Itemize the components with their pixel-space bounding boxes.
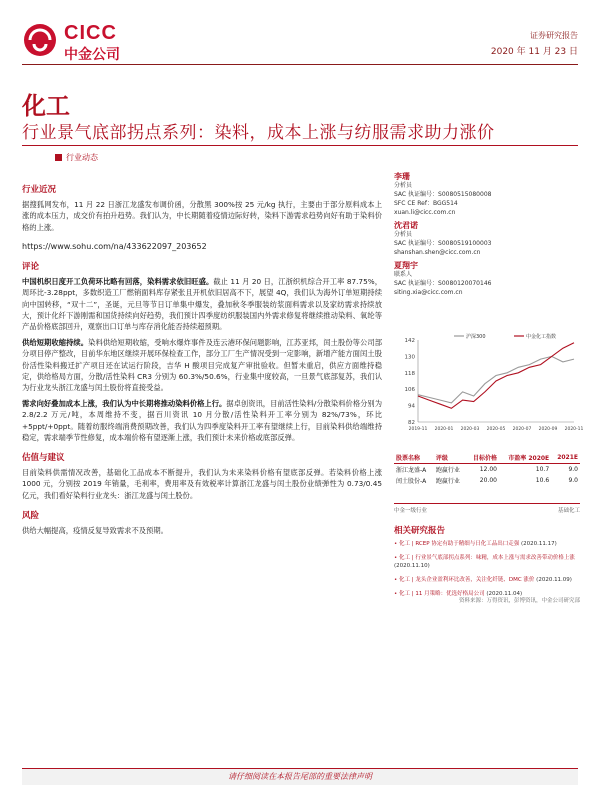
valuation-table [394, 452, 580, 486]
section-heading-valuation: 估值与建议 [22, 453, 65, 464]
comment-lead-3: 需求向好叠加成本上涨，我们认为中长期将推动染料价格上行。 [22, 399, 227, 409]
comment-paragraph-3 [22, 398, 382, 443]
section-heading-recent: 行业近况 [22, 185, 57, 195]
cicc-logo-icon [22, 22, 58, 58]
analyst-role: 联系人 [394, 271, 413, 278]
series-line-0 [418, 356, 574, 403]
related-reports-list [394, 540, 580, 604]
related-report-title[interactable]: • 化工 | 龙头企业盈利环比改善，关注化纤链、DMC 涨价 [394, 577, 535, 583]
related-report-link[interactable] [394, 540, 580, 548]
header-divider [22, 64, 578, 65]
analyst-sac: SAC 执证编号：S0080515080008 [394, 191, 492, 198]
legend-label: 沪深300 [466, 334, 486, 340]
analyst-sac: SAC 执证编号：S0080120070146 [394, 280, 492, 287]
y-tick-label: 94 [408, 403, 415, 410]
x-tick-label: 2020-05 [486, 427, 506, 432]
y-tick-label: 130 [404, 354, 415, 361]
related-report-link[interactable] [394, 576, 580, 584]
analyst-card [394, 172, 580, 217]
analyst-role: 分析员 [394, 231, 413, 238]
data-source-note: 资料来源：万得资讯，彭博资讯，中金公司研究部 [458, 598, 580, 604]
stock-name: 浙江龙盛-A [396, 467, 427, 474]
related-report-date: (2020.11.04) [486, 591, 523, 597]
comment-paragraph-2 [22, 337, 382, 393]
report-date: 2020 年 11 月 23 日 [490, 47, 578, 57]
x-tick-label: 2019-11 [408, 427, 428, 432]
x-tick-label: 2020-07 [512, 427, 532, 432]
analyst-name: 李珊 [394, 172, 410, 181]
target-price: 20.00 [479, 477, 497, 484]
table-header: 目标价格 [466, 452, 499, 464]
stock-rating: 跑赢行业 [435, 478, 460, 485]
related-reports-heading: 相关研究报告 [394, 526, 446, 536]
y-tick-label: 82 [408, 420, 415, 426]
analyst-card [394, 261, 580, 297]
industry-value: 基础化工 [557, 508, 580, 514]
analyst-email[interactable]: siting.xia@cicc.com.cn [394, 289, 463, 296]
target-price: 12.00 [479, 466, 497, 473]
report-type: 证券研究报告 [530, 31, 578, 40]
industry-label: 中金一级行业 [394, 508, 428, 514]
report-tag: 行业动态 [66, 153, 98, 162]
sector-title: 化工 [22, 92, 70, 120]
logo-english: CICC [64, 22, 117, 44]
comment-text-3: 据卓创资讯，目前活性染料/分散染料价格分别为 2.8/2.2 万元/吨，本周维持不变，据百川资讯 10 月分散/活性染料开工率分别为 82%/73%，环比+5ppt/+0ppt。随着纺服终端消费预期改善，我们认为四季度染料开工率有望继续上行，目前染料供给端维持稳定，需求端季节性修复，成本端价格有望逐渐上涨，我们预计未来价格或底部反弹。 [22, 399, 383, 442]
analyst-sac: SAC 执证编号：S0080519100003 [394, 240, 492, 247]
related-report-date: (2020.11.10) [394, 563, 430, 569]
related-report-link[interactable] [394, 554, 580, 570]
table-row [394, 464, 580, 476]
related-report-title[interactable]: • 化工 | 11 月策略：优选好格局公司 [394, 591, 485, 597]
x-tick-label: 2020-11 [564, 427, 584, 432]
related-report-date: (2020.11.17) [521, 541, 557, 547]
section-heading-comment: 评论 [22, 262, 40, 273]
source-link[interactable]: https://www.sohu.com/na/433622097_203652 [22, 241, 207, 251]
table-header-row [394, 452, 580, 464]
y-tick-label: 142 [404, 338, 415, 344]
legal-notice-footer: 请仔细阅读在本报告尾部的重要法律声明 [22, 768, 578, 785]
table-row [394, 475, 580, 486]
report-title: 行业景气底部拐点系列：染料，成本上涨与纺服需求助力涨价 [22, 123, 495, 143]
table-note [394, 506, 580, 514]
table-header: 评级 [434, 452, 467, 464]
valuation-text: 目前染料供需情况改善，基础化工品成本不断提升，我们认为未来染料价格有望底部反弹。若染料价格上涨 1000 元，分别按 2019 年销量，毛利率，费用率及有效税率计算浙江龙盛与闰土股份业绩弹性为 0.73/0.45 亿元，我们看好染料行业龙头：浙江龙盛与闰土股份。 [22, 468, 382, 500]
analyst-sfc: SFC CE Ref：BGG514 [394, 200, 458, 207]
analyst-card [394, 221, 580, 257]
stock-name: 闰土股份-A [396, 478, 427, 485]
pe-2021e: 9.0 [568, 466, 578, 473]
performance-chart [394, 330, 584, 440]
related-report-title[interactable]: • 化工 | 行业景气底部拐点系列：味精，成本上涨与需求改善带动价格上涨 [394, 555, 575, 561]
table-header: 2021E [551, 452, 580, 464]
title-divider [22, 145, 578, 146]
x-tick-label: 2020-09 [538, 427, 558, 432]
related-report-date: (2020.11.09) [536, 577, 572, 583]
recent-text: 据搜狐网发布，11 月 22 日浙江龙盛发布调价函，分散黑 300%按 25 元/kg 执行，主要由于部分原料成本上涨的成本压力，成交价有拍升趋势。我们认为，中长期随着疫情边际好转，染料下游需求趋势向好有助于染料价格的上涨。 [22, 200, 382, 232]
table-divider [394, 503, 580, 504]
x-tick-label: 2020-01 [434, 427, 454, 432]
analyst-email[interactable]: xuan.li@cicc.com.cn [394, 209, 456, 216]
comment-text-2: 染料供给短期收缩，受响水爆炸事件及连云港环保问题影响，江苏亚邦，闰土股份等公司部分项目停产整改，目前华东地区继续开展环保检查工作，部分工厂生产情况受到一定影响，新增产能方面闰土股份活性染料搬迁扩产项目还在试运行阶段，吉华 H 酸项目完成复产审批验收。但暂未重启，供应方面维持稳定，供给格局方面，分散/活性染料 CR3 分别为 60.3%/50.6%，行业集中度较高，一旦景气底部复苏，我们认为行业龙头浙江龙盛与闰土股份将直接受益。 [22, 338, 383, 393]
tag-marker-icon [55, 154, 62, 161]
comment-lead-2: 供给短期收缩持续。 [22, 338, 89, 348]
pe-2021e: 9.0 [568, 477, 578, 484]
y-tick-label: 106 [404, 387, 415, 394]
comment-lead-1: 中国机织日度开工负荷环比略有回落，染料需求依旧旺盛。 [22, 277, 214, 287]
analyst-role: 分析员 [394, 182, 413, 189]
risk-text: 供给大幅提高，疫情反复导致需求不及预期。 [22, 526, 168, 536]
analyst-name: 夏翔宇 [394, 261, 418, 270]
analyst-name: 沈君诺 [394, 221, 418, 230]
y-tick-label: 118 [404, 370, 415, 377]
comment-paragraph-1 [22, 276, 382, 332]
table-header: 股票名称 [394, 452, 434, 464]
comment-text-1: 截止 11 月 20 日，江浙织机综合开工率 87.75%，周环比-3.28ppt，多数织造工厂燃销面料库存紧张且开机依旧居高不下，展望 4Q，我们认为海外订单短期持续向中国转移，“双十二”，圣诞，元旦等节日订单集中爆发，叠加秋冬季服装纺浆面料需求以及家纺需求持续放大，预计化纤下游刚需和国货持续向好趋势，我们预计四季度纺织服装国内外需求修复将继续推动染料、氧纶等产品价格底部回升，观察出口订单与库存消化能否持续超预期。 [22, 277, 383, 332]
section-heading-risk: 风险 [22, 510, 40, 521]
table-header: 市盈率 2020E [499, 452, 551, 464]
x-tick-label: 2020-03 [460, 427, 480, 432]
pe-2020e: 10.6 [535, 477, 550, 484]
legend-label: 中金化工指数 [526, 334, 557, 340]
related-report-title[interactable]: • 化工 | RCEP 协定有助于精细与日化工品出口走强 [394, 541, 520, 547]
analyst-panel [394, 168, 580, 297]
analyst-email[interactable]: shanshan.shen@cicc.com.cn [394, 249, 481, 256]
main-body [22, 185, 382, 536]
pe-2020e: 10.7 [535, 466, 550, 473]
stock-rating: 跑赢行业 [435, 467, 460, 474]
logo-chinese: 中金公司 [64, 47, 120, 63]
